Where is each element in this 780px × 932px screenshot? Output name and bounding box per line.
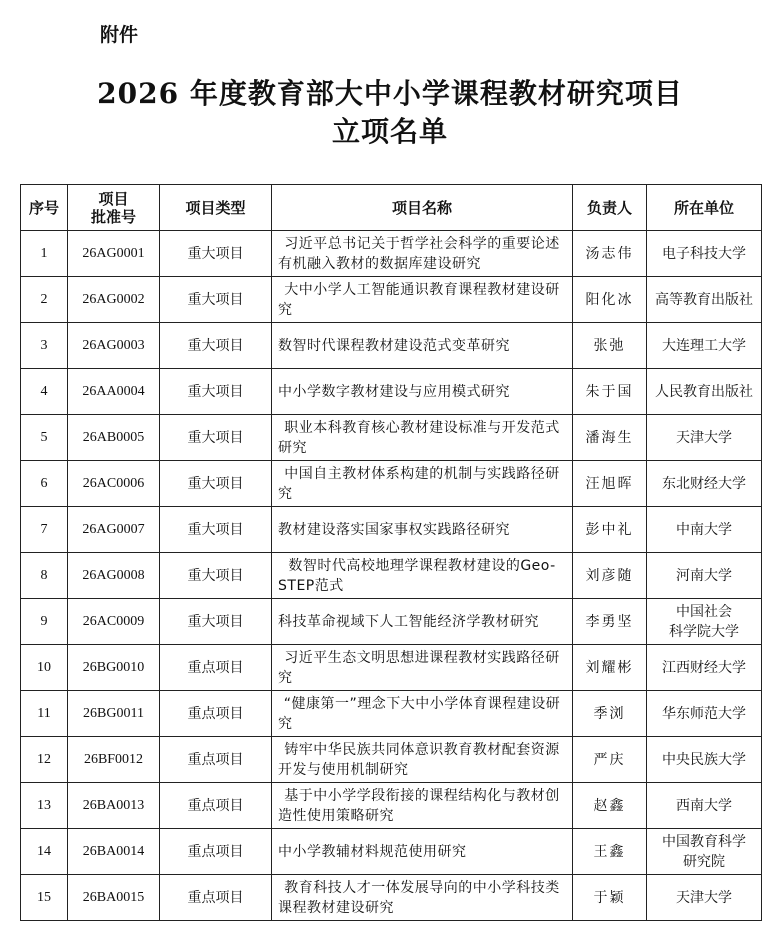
project-name-cell: 教材建设落实国家事权实践路径研究 (272, 507, 573, 553)
table-row (21, 507, 762, 553)
institution-cell: 电子科技大学 (647, 231, 762, 277)
approval-code-cell: 26AG0002 (68, 277, 160, 323)
project-type-cell: 重点项目 (160, 645, 272, 691)
header-type: 项目类型 (160, 185, 272, 231)
project-name-cell: 中小学教辅材料规范使用研究 (272, 829, 573, 875)
project-type-cell: 重点项目 (160, 737, 272, 783)
table-row (21, 875, 762, 921)
project-type-cell: 重大项目 (160, 369, 272, 415)
approval-code-cell: 26AG0003 (68, 323, 160, 369)
attachment-label: 附件 (100, 24, 139, 46)
row-number-cell: 9 (21, 599, 68, 645)
principal-investigator-cell: 刘耀彬 (573, 645, 647, 691)
approval-code-cell: 26BA0014 (68, 829, 160, 875)
project-type-cell: 重大项目 (160, 553, 272, 599)
row-number-cell: 1 (21, 231, 68, 277)
table-row (21, 553, 762, 599)
table-header-row (21, 185, 762, 231)
institution-cell: 天津大学 (647, 415, 762, 461)
header-unit: 所在单位 (647, 185, 762, 231)
project-type-cell: 重点项目 (160, 829, 272, 875)
row-number-cell: 15 (21, 875, 68, 921)
institution-cell: 天津大学 (647, 875, 762, 921)
project-name-cell: 数智时代课程教材建设范式变革研究 (272, 323, 573, 369)
approval-code-cell: 26BA0013 (68, 783, 160, 829)
project-type-cell: 重大项目 (160, 599, 272, 645)
institution-cell: 华东师范大学 (647, 691, 762, 737)
table-row (21, 691, 762, 737)
project-type-cell: 重点项目 (160, 783, 272, 829)
project-type-cell: 重点项目 (160, 875, 272, 921)
header-person: 负责人 (573, 185, 647, 231)
row-number-cell: 10 (21, 645, 68, 691)
table-row (21, 369, 762, 415)
project-name-cell: “健康第一”理念下大中小学体育课程建设研究 (272, 691, 573, 737)
principal-investigator-cell: 张弛 (573, 323, 647, 369)
table-row (21, 323, 762, 369)
approval-code-cell: 26AB0005 (68, 415, 160, 461)
project-name-cell: 铸牢中华民族共同体意识教育教材配套资源开发与使用机制研究 (272, 737, 573, 783)
institution-cell: 江西财经大学 (647, 645, 762, 691)
project-name-cell: 科技革命视域下人工智能经济学教材研究 (272, 599, 573, 645)
institution-cell: 中国社会 科学院大学 (647, 599, 762, 645)
principal-investigator-cell: 汤志伟 (573, 231, 647, 277)
institution-cell: 河南大学 (647, 553, 762, 599)
project-type-cell: 重大项目 (160, 323, 272, 369)
approval-code-cell: 26AG0008 (68, 553, 160, 599)
principal-investigator-cell: 汪旭晖 (573, 461, 647, 507)
row-number-cell: 4 (21, 369, 68, 415)
project-name-cell: 中国自主教材体系构建的机制与实践路径研究 (272, 461, 573, 507)
institution-cell: 中国教育科学 研究院 (647, 829, 762, 875)
principal-investigator-cell: 季浏 (573, 691, 647, 737)
row-number-cell: 5 (21, 415, 68, 461)
institution-cell: 高等教育出版社 (647, 277, 762, 323)
principal-investigator-cell: 刘彦随 (573, 553, 647, 599)
project-type-cell: 重大项目 (160, 415, 272, 461)
principal-investigator-cell: 阳化冰 (573, 277, 647, 323)
principal-investigator-cell: 潘海生 (573, 415, 647, 461)
project-table (20, 184, 762, 921)
table-row (21, 461, 762, 507)
project-name-cell: 基于中小学学段衔接的课程结构化与教材创造性使用策略研究 (272, 783, 573, 829)
document-subtitle: 立项名单 (331, 115, 448, 148)
table-row (21, 231, 762, 277)
approval-code-cell: 26AA0004 (68, 369, 160, 415)
principal-investigator-cell: 赵鑫 (573, 783, 647, 829)
header-name: 项目名称 (272, 185, 573, 231)
project-name-cell: 习近平生态文明思想进课程教材实践路径研究 (272, 645, 573, 691)
principal-investigator-cell: 王鑫 (573, 829, 647, 875)
row-number-cell: 14 (21, 829, 68, 875)
project-type-cell: 重大项目 (160, 231, 272, 277)
row-number-cell: 13 (21, 783, 68, 829)
principal-investigator-cell: 于颖 (573, 875, 647, 921)
table-row (21, 829, 762, 875)
row-number-cell: 12 (21, 737, 68, 783)
project-name-cell: 数智时代高校地理学课程教材建设的Geo-STEP范式 (272, 553, 573, 599)
approval-code-cell: 26AC0006 (68, 461, 160, 507)
project-name-cell: 职业本科教育核心教材建设标准与开发范式研究 (272, 415, 573, 461)
row-number-cell: 8 (21, 553, 68, 599)
row-number-cell: 11 (21, 691, 68, 737)
institution-cell: 东北财经大学 (647, 461, 762, 507)
institution-cell: 中南大学 (647, 507, 762, 553)
row-number-cell: 3 (21, 323, 68, 369)
table-row (21, 277, 762, 323)
header-code: 项目 批准号 (68, 185, 160, 231)
project-name-cell: 习近平总书记关于哲学社会科学的重要论述有机融入教材的数据库建设研究 (272, 231, 573, 277)
header-no: 序号 (21, 185, 68, 231)
principal-investigator-cell: 朱于国 (573, 369, 647, 415)
row-number-cell: 2 (21, 277, 68, 323)
project-type-cell: 重大项目 (160, 277, 272, 323)
project-name-cell: 中小学数字教材建设与应用模式研究 (272, 369, 573, 415)
approval-code-cell: 26AG0007 (68, 507, 160, 553)
project-type-cell: 重点项目 (160, 691, 272, 737)
table-row (21, 645, 762, 691)
institution-cell: 人民教育出版社 (647, 369, 762, 415)
table-row (21, 737, 762, 783)
approval-code-cell: 26BA0015 (68, 875, 160, 921)
table-row (21, 783, 762, 829)
approval-code-cell: 26BG0011 (68, 691, 160, 737)
table-row (21, 415, 762, 461)
project-type-cell: 重大项目 (160, 507, 272, 553)
project-name-cell: 教育科技人才一体发展导向的中小学科技类课程教材建设研究 (272, 875, 573, 921)
principal-investigator-cell: 李勇坚 (573, 599, 647, 645)
project-name-cell: 大中小学人工智能通识教育课程教材建设研究 (272, 277, 573, 323)
approval-code-cell: 26AC0009 (68, 599, 160, 645)
approval-code-cell: 26BG0010 (68, 645, 160, 691)
row-number-cell: 7 (21, 507, 68, 553)
document-title: 2026 年度教育部大中小学课程教材研究项目 (97, 77, 683, 110)
approval-code-cell: 26BF0012 (68, 737, 160, 783)
institution-cell: 大连理工大学 (647, 323, 762, 369)
approval-code-cell: 26AG0001 (68, 231, 160, 277)
table-row (21, 599, 762, 645)
principal-investigator-cell: 严庆 (573, 737, 647, 783)
principal-investigator-cell: 彭中礼 (573, 507, 647, 553)
project-type-cell: 重大项目 (160, 461, 272, 507)
row-number-cell: 6 (21, 461, 68, 507)
institution-cell: 中央民族大学 (647, 737, 762, 783)
institution-cell: 西南大学 (647, 783, 762, 829)
